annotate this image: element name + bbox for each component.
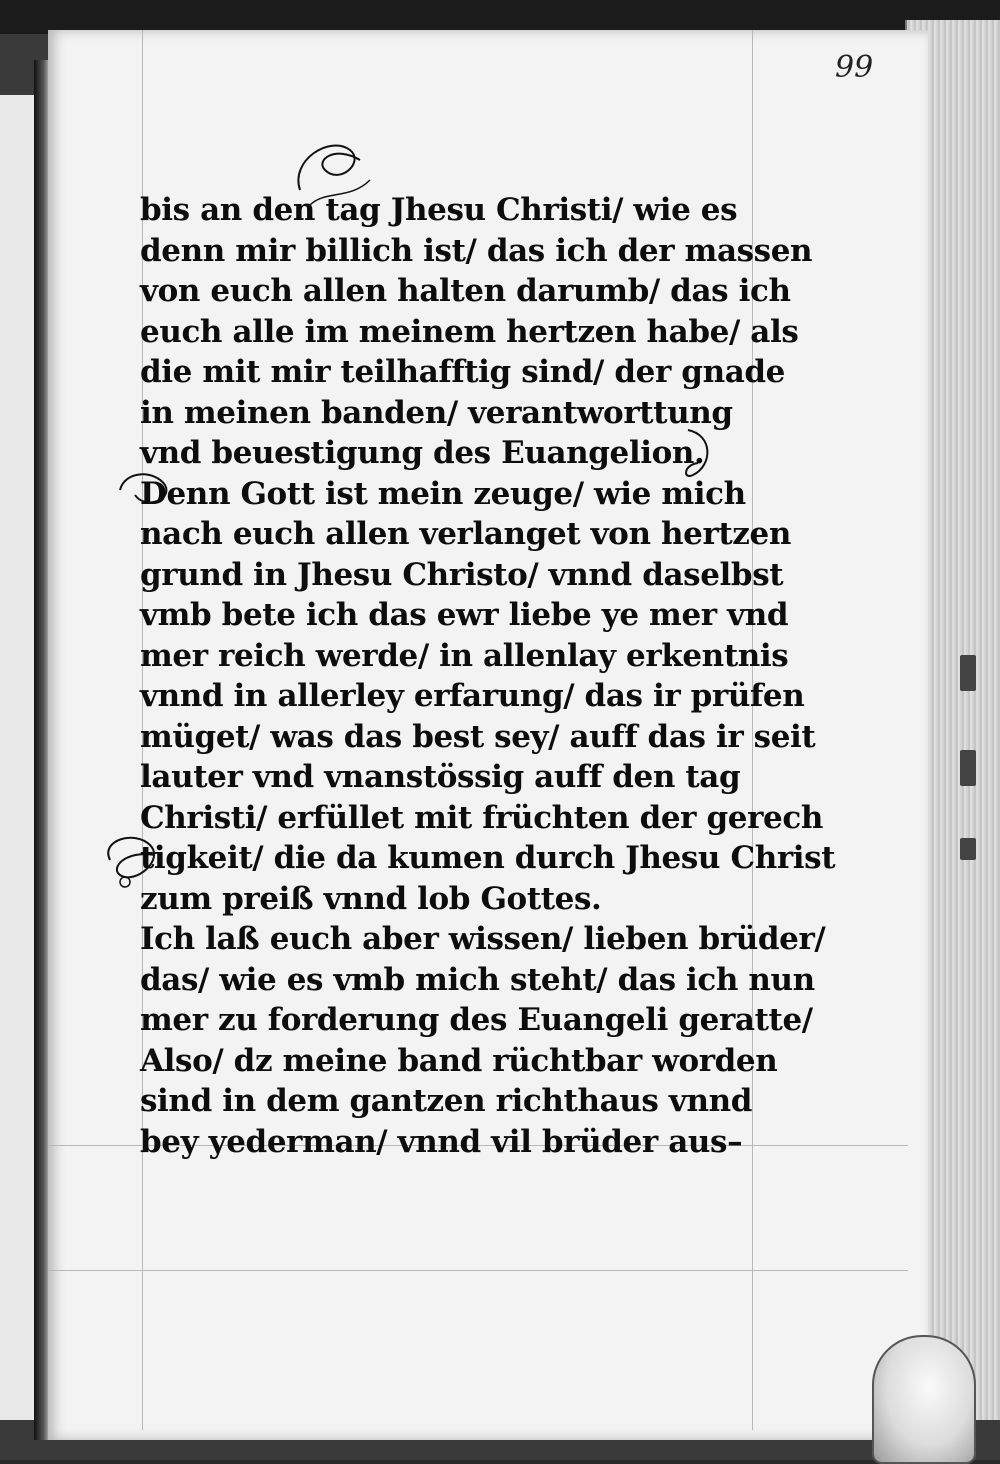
- text-line: lauter vnd vnanstössig auff den tag: [140, 759, 741, 795]
- text-line: tigkeit/ die da kumen durch Jhesu Christ: [140, 840, 836, 876]
- text-line: zum preiß vnnd lob Gottes.: [140, 880, 602, 917]
- text-line: müget/ was das best sey/ auff das ir seit: [140, 718, 816, 755]
- text-line: die mit mir teilhafftig sind/ der gnade: [140, 354, 785, 390]
- text-line: vnd beuestigung des Euangelion.: [140, 435, 705, 471]
- scan-background-top: [0, 0, 1000, 34]
- text-line: Christi/ erfüllet mit früchten der gerech: [140, 799, 823, 836]
- text-line: vmb bete ich das ewr liebe ye mer vnd: [140, 597, 789, 633]
- text-line: denn mir billich ist/ das ich der massen: [140, 232, 813, 269]
- text-line: nach euch allen verlanget von hertzen: [140, 516, 791, 552]
- thumb-holding-page: [872, 1335, 976, 1464]
- text-line: Also/ dz meine band rüchtbar worden: [140, 1042, 778, 1079]
- text-line: mer reich werde/ in allenlay erkentnis: [140, 637, 789, 674]
- text-line: das/ wie es vmb mich steht/ das ich nun: [140, 961, 815, 998]
- text-line: Denn Gott ist mein zeuge/ wie mich: [140, 475, 746, 512]
- left-page-edge: [0, 95, 36, 1420]
- text-line: vnnd in allerley erfarung/ das ir prüfen: [140, 678, 805, 714]
- folio-number: 99: [835, 50, 874, 85]
- text-line: grund in Jhesu Christo/ vnnd daselbst: [140, 556, 784, 593]
- text-line: sind in dem gantzen richthaus vnnd: [140, 1083, 753, 1119]
- text-line: bis an den tag Jhesu Christi/ wie es: [140, 192, 738, 228]
- page-tab-marker: [960, 655, 976, 691]
- text-line: von euch allen halten darumb/ das ich: [140, 273, 791, 309]
- page-tab-marker: [960, 838, 976, 860]
- text-line: Ich laß euch aber wissen/ lieben brüder/: [140, 921, 826, 957]
- text-line: bey yederman/ vnnd vil brüder aus–: [140, 1123, 743, 1160]
- manuscript-text-block: [140, 190, 836, 1162]
- text-line: in meinen banden/ verantworttung: [140, 394, 733, 431]
- text-line: mer zu forderung des Euangeli geratte/: [140, 1002, 813, 1038]
- page-tab-marker: [960, 750, 976, 786]
- ruling-line-horizontal: [48, 1270, 908, 1271]
- text-line: euch alle im meinem hertzen habe/ als: [140, 313, 799, 350]
